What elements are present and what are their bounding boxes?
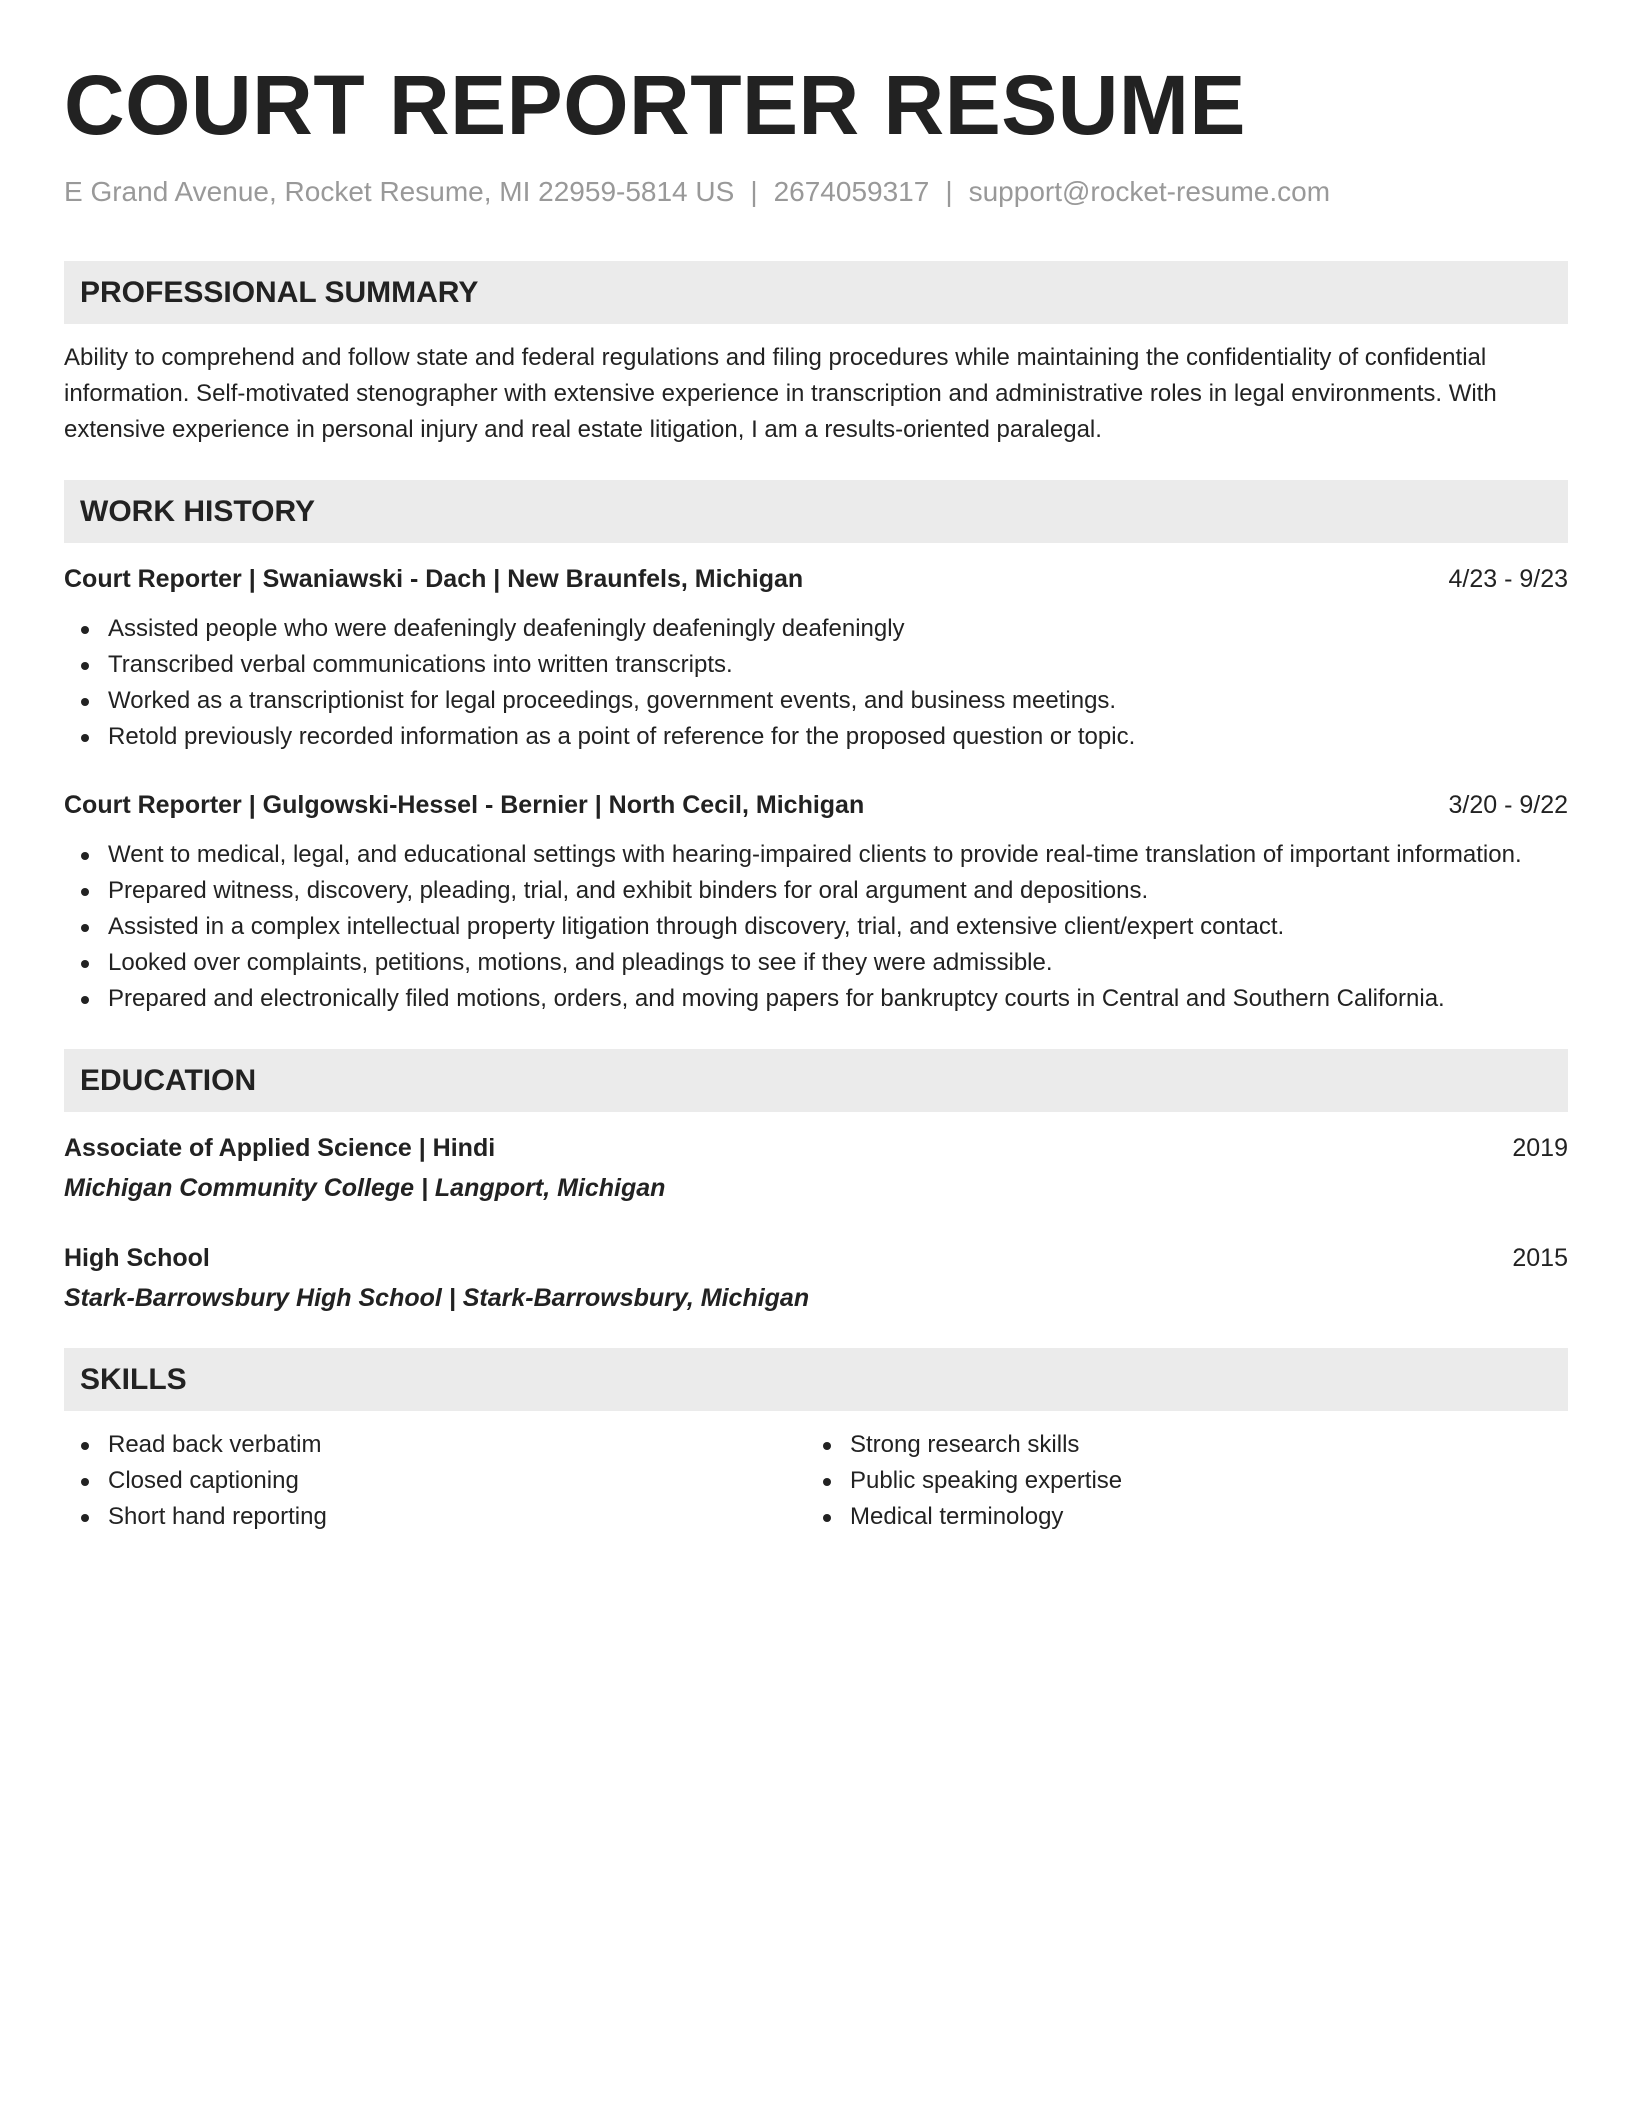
job-bullet: Retold previously recorded information as a point of reference for the proposed question or topic. <box>64 719 1568 755</box>
skill-item: Public speaking expertise <box>806 1463 1548 1499</box>
job-header <box>64 787 1568 823</box>
education-school: Stark-Barrowsbury High School | Stark-Barrowsbury, Michigan <box>64 1284 810 1312</box>
contact-separator: | <box>750 176 758 207</box>
education-entry <box>64 1240 1568 1316</box>
skill-item: Medical terminology <box>806 1499 1548 1535</box>
education-degree: Associate of Applied Science | Hindi <box>64 1134 496 1162</box>
job-bullet: Transcribed verbal communications into written transcripts. <box>64 647 1568 683</box>
job-title: Court Reporter | Swaniawski - Dach | New Braunfels, Michigan <box>64 565 804 593</box>
job-bullets <box>64 611 1568 755</box>
job-bullet: Worked as a transcriptionist for legal proceedings, government events, and business meetings. <box>64 683 1568 719</box>
education-degree: High School <box>64 1244 210 1272</box>
section-heading-summary: PROFESSIONAL SUMMARY <box>64 261 1568 324</box>
education-year: 2019 <box>1512 1134 1568 1162</box>
job-dates: 3/20 - 9/22 <box>1448 791 1568 819</box>
skills-list <box>64 1427 1568 1535</box>
education-header <box>64 1240 1568 1276</box>
job-bullet: Went to medical, legal, and educational settings with hearing-impaired clients to provide real-time translation of important information. <box>64 837 1568 873</box>
job-bullet: Assisted in a complex intellectual property litigation through discovery, trial, and extensive client/expert contact. <box>64 909 1568 945</box>
summary-text: Ability to comprehend and follow state and federal regulations and filing procedures while maintaining the confidentiality of confidential information. Self-motivated stenographer with extensive experience in transcription and administrative roles in legal environments. With extensive experience in personal injury and real estate litigation, I am a results-oriented paralegal. <box>64 344 1497 443</box>
contact-separator: | <box>945 176 953 207</box>
contact-line <box>64 174 1568 210</box>
education-header <box>64 1130 1568 1166</box>
skill-item: Strong research skills <box>806 1427 1548 1463</box>
contact-phone: 2674059317 <box>773 176 930 207</box>
job-entry <box>64 561 1568 755</box>
skill-item: Closed captioning <box>64 1463 806 1499</box>
job-bullet: Looked over complaints, petitions, motions, and pleadings to see if they were admissible. <box>64 945 1568 981</box>
resume-page <box>64 50 1568 1535</box>
job-bullet: Prepared and electronically filed motions, orders, and moving papers for bankruptcy courts in Central and Southern California. <box>64 981 1568 1017</box>
contact-email: support@rocket-resume.com <box>968 176 1331 207</box>
job-bullet: Assisted people who were deafeningly deafeningly deafeningly deafeningly <box>64 611 1568 647</box>
skills-column-left <box>64 1427 806 1535</box>
contact-address: E Grand Avenue, Rocket Resume, MI 22959-5814 US <box>64 176 735 207</box>
skills-column-right <box>806 1427 1548 1535</box>
education-school: Michigan Community College | Langport, Michigan <box>64 1174 666 1202</box>
section-heading-work-history: WORK HISTORY <box>64 480 1568 543</box>
education-entry <box>64 1130 1568 1206</box>
section-heading-skills: SKILLS <box>64 1348 1568 1411</box>
job-bullets <box>64 837 1568 1017</box>
job-header <box>64 561 1568 597</box>
job-bullet: Prepared witness, discovery, pleading, trial, and exhibit binders for oral argument and depositions. <box>64 873 1568 909</box>
resume-title: COURT REPORTER RESUME <box>64 58 1246 152</box>
job-title: Court Reporter | Gulgowski-Hessel - Bernier | North Cecil, Michigan <box>64 791 865 819</box>
job-entry <box>64 787 1568 1017</box>
skill-item: Short hand reporting <box>64 1499 806 1535</box>
job-dates: 4/23 - 9/23 <box>1448 565 1568 593</box>
skill-item: Read back verbatim <box>64 1427 806 1463</box>
section-heading-education: EDUCATION <box>64 1049 1568 1112</box>
education-year: 2015 <box>1512 1244 1568 1272</box>
